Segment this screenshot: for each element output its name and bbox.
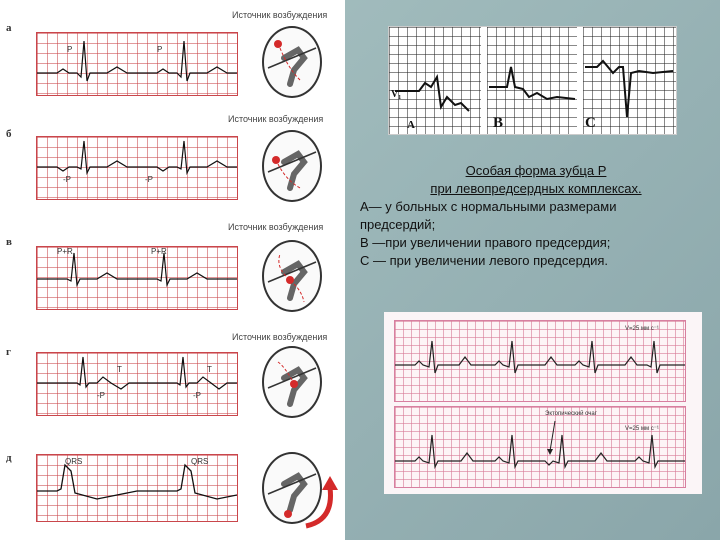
ecg-strip-a <box>36 32 238 96</box>
ecg-trace-panel-a <box>389 27 481 134</box>
ecg-panel-a <box>389 27 481 134</box>
ecg-trace-b <box>37 137 237 199</box>
ecg-trace-v <box>37 247 237 309</box>
rhythm-ecg-panel <box>384 312 702 494</box>
wave-label-v-2: P+R <box>151 247 167 256</box>
rhythm-trace-1 <box>395 321 685 401</box>
wave-label-g-3: T <box>207 365 212 374</box>
heart-diagram-v <box>262 240 322 312</box>
caption-line-4: С — при увеличении левого предсердия. <box>360 253 609 268</box>
heart-diagram-b <box>262 130 322 202</box>
section-letter-a: а <box>6 22 12 34</box>
caption-line-3: В —при увеличении правого предсердия; <box>360 235 611 250</box>
source-label-a: Источник возбуждения <box>232 10 328 20</box>
wave-label-g-2: -P <box>97 391 105 400</box>
ecg-trace-a <box>37 33 237 95</box>
source-label-b: Источник возбуждения <box>228 114 324 124</box>
section-letter-d: д <box>6 452 12 464</box>
ecg-strip-d <box>36 454 238 522</box>
strip-1-speed: V=25 мм с⁻¹ <box>625 326 659 332</box>
panel-label-b: B <box>493 115 504 131</box>
ecg-panel-c <box>583 27 676 134</box>
heart-schematic-icon <box>264 242 320 310</box>
rhythm-trace-2 <box>395 407 685 487</box>
wave-label-a-2: P <box>157 45 163 54</box>
wave-label-a-1: P <box>67 45 73 54</box>
strip-2-speed: V=25 мм с⁻¹ <box>625 426 659 432</box>
heart-schematic-icon <box>264 348 320 416</box>
panel-label-a: A <box>407 119 415 131</box>
section-letter-v: в <box>6 236 12 248</box>
wave-label-d-2: QRS <box>191 457 209 466</box>
rhythm-strip-2 <box>394 406 686 488</box>
wave-label-b-1: -P <box>63 175 71 184</box>
curved-arrow-icon <box>300 470 340 530</box>
ecg-strip-g <box>36 352 238 416</box>
panel-label-c: C <box>585 115 596 131</box>
p-wave-ecg-panels <box>388 26 677 135</box>
heart-schematic-icon <box>264 132 320 200</box>
ectopic-annotation: Эктопический очаг <box>545 411 597 417</box>
wave-label-d-1: QRS <box>65 457 83 466</box>
caption-line-2: предсердий; <box>360 217 436 232</box>
rhythm-strip-1 <box>394 320 686 402</box>
wave-label-v-1: P+R <box>57 247 73 256</box>
left-figure-panel <box>0 0 345 540</box>
wave-label-b-2: -P <box>145 175 153 184</box>
lead-label: V₁ <box>391 89 402 100</box>
section-letter-b: б <box>6 128 12 140</box>
source-label-v: Источник возбуждения <box>228 222 324 232</box>
heart-schematic-icon <box>264 28 320 96</box>
wave-label-g-4: -P <box>193 391 201 400</box>
ecg-strip-v <box>36 246 238 310</box>
heart-diagram-g <box>262 346 322 418</box>
ecg-trace-panel-c <box>583 27 676 134</box>
caption-title-1: Особая форма зубца Р <box>465 163 607 178</box>
caption-line-1: А— у больных с нормальными размерами <box>360 199 617 214</box>
figure-caption <box>360 162 712 270</box>
source-label-g: Источник возбуждения <box>232 332 328 342</box>
caption-title-2: при левопредсердных комплексах. <box>430 181 642 196</box>
wave-label-g-1: T <box>117 365 122 374</box>
heart-diagram-a <box>262 26 322 98</box>
section-letter-g: г <box>6 346 11 358</box>
ecg-trace-g <box>37 353 237 415</box>
ecg-strip-b <box>36 136 238 200</box>
